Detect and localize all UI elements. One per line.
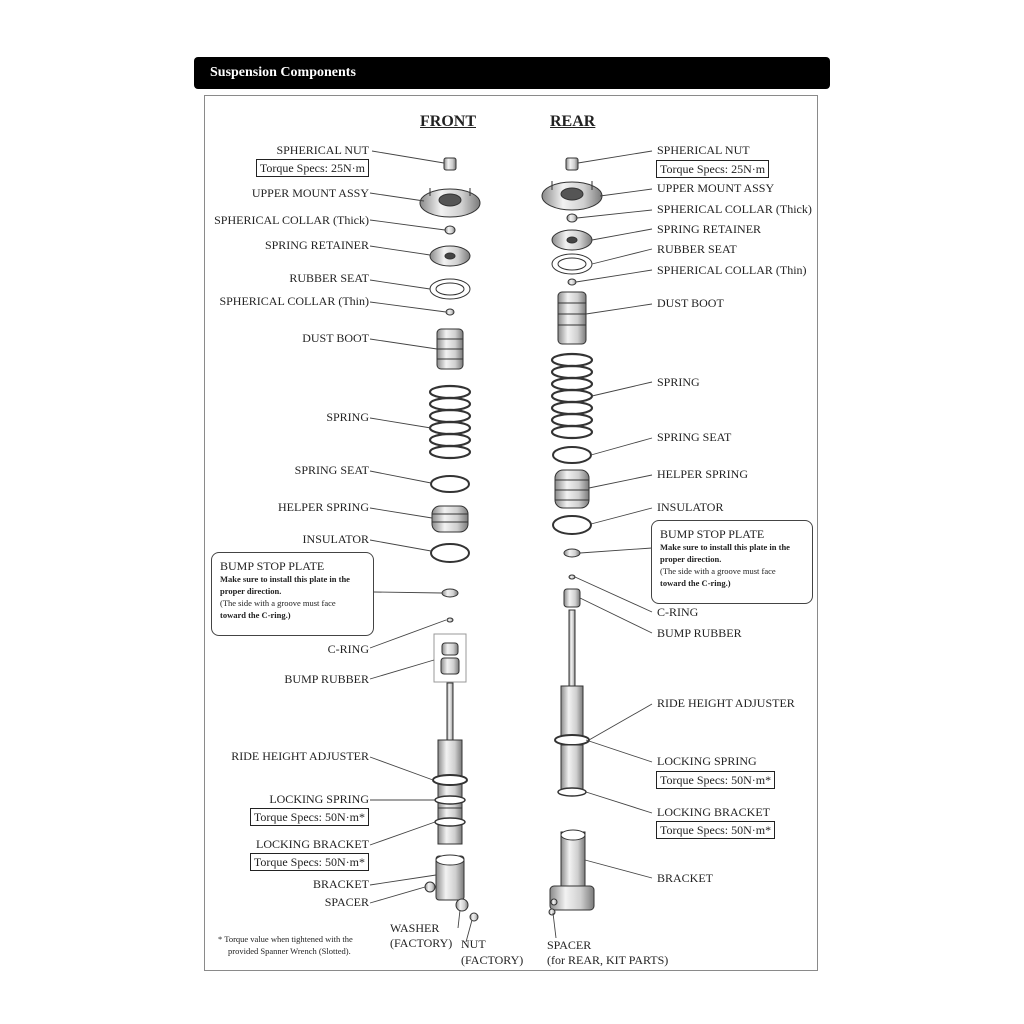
rear-parts xyxy=(542,158,602,915)
footnote-line1: * Torque value when tightened with the xyxy=(218,934,353,944)
rear-bump-stop-line4: toward the C-ring.) xyxy=(660,578,731,588)
front-helper-spring-label: HELPER SPRING xyxy=(277,500,369,514)
front-c-ring-label: C-RING xyxy=(327,642,369,656)
rear-dust-boot-label: DUST BOOT xyxy=(657,296,724,310)
rear-heading: REAR xyxy=(550,113,596,130)
rear-c-ring-label: C-RING xyxy=(657,605,699,619)
front-bump-stop-line3: (The side with a groove must face xyxy=(220,598,336,608)
torque-footnote xyxy=(218,933,353,957)
front-collar-thick-label: SPHERICAL COLLAR (Thick) xyxy=(214,213,369,227)
section-title: Suspension Components xyxy=(210,65,356,80)
rear-ride-height-label: RIDE HEIGHT ADJUSTER xyxy=(657,696,795,710)
rear-spring-seat-label: SPRING SEAT xyxy=(657,430,732,444)
front-bump-stop-title: BUMP STOP PLATE xyxy=(220,559,325,573)
rear-bracket-label: BRACKET xyxy=(657,871,714,885)
front-upper-mount-label: UPPER MOUNT ASSY xyxy=(251,186,369,200)
front-dust-boot-label: DUST BOOT xyxy=(302,331,369,345)
rear-spacer-sub: (for REAR, KIT PARTS) xyxy=(547,953,669,967)
front-spring-label: SPRING xyxy=(326,410,369,424)
front-locking-spring-label: LOCKING SPRING xyxy=(269,792,369,806)
front-spacer-label: SPACER xyxy=(324,895,369,909)
front-nut-label: NUT xyxy=(461,937,486,951)
front-bracket-label: BRACKET xyxy=(312,877,369,891)
front-nut-sub: (FACTORY) xyxy=(461,953,524,967)
front-washer-sub: (FACTORY) xyxy=(390,936,453,950)
rear-locking-bracket-label: LOCKING BRACKET xyxy=(657,805,770,819)
footnote-line2: provided Spanner Wrench (Slotted). xyxy=(228,946,351,956)
rear-helper-spring-label: HELPER SPRING xyxy=(657,467,749,481)
rear-bump-rubber-label: BUMP RUBBER xyxy=(657,626,742,640)
rear-insulator-label: INSULATOR xyxy=(657,500,724,514)
front-rubber-seat-label: RUBBER SEAT xyxy=(289,271,369,285)
front-ride-height-label: RIDE HEIGHT ADJUSTER xyxy=(231,749,369,763)
rear-torque-nut: Torque Specs: 25N·m xyxy=(656,160,769,178)
rear-collar-thick-label: SPHERICAL COLLAR (Thick) xyxy=(657,202,812,216)
rear-rubber-seat-label: RUBBER SEAT xyxy=(657,242,737,256)
front-bump-rubber-label: BUMP RUBBER xyxy=(284,672,369,686)
front-locking-bracket-label: LOCKING BRACKET xyxy=(256,837,369,851)
rear-bump-stop-title: BUMP STOP PLATE xyxy=(660,527,765,541)
front-torque-locking-spring: Torque Specs: 50N·m* xyxy=(250,808,369,826)
rear-spherical-nut-label: SPHERICAL NUT xyxy=(657,143,750,157)
front-washer-label: WASHER xyxy=(390,921,440,935)
rear-torque-locking-bracket: Torque Specs: 50N·m* xyxy=(656,821,775,839)
front-insulator-label: INSULATOR xyxy=(302,532,369,546)
front-parts xyxy=(420,158,480,921)
front-bump-stop-line4: toward the C-ring.) xyxy=(220,610,291,620)
front-heading: FRONT xyxy=(420,113,476,130)
leader-lines xyxy=(370,151,652,942)
rear-bump-stop-note xyxy=(651,520,813,604)
rear-bump-stop-line2: proper direction. xyxy=(660,554,722,564)
front-bump-stop-line2: proper direction. xyxy=(220,586,282,596)
front-collar-thin-label: SPHERICAL COLLAR (Thin) xyxy=(219,294,369,308)
front-spherical-nut-label: SPHERICAL NUT xyxy=(276,143,369,157)
front-bump-stop-note xyxy=(211,552,374,636)
rear-bump-stop-line3: (The side with a groove must face xyxy=(660,566,776,576)
rear-locking-spring-label: LOCKING SPRING xyxy=(657,754,757,768)
rear-spacer-label: SPACER xyxy=(547,938,592,952)
rear-upper-mount-label: UPPER MOUNT ASSY xyxy=(657,181,775,195)
rear-bump-stop-line1: Make sure to install this plate in the xyxy=(660,542,790,552)
front-spring-retainer-label: SPRING RETAINER xyxy=(264,238,369,252)
rear-torque-locking-spring: Torque Specs: 50N·m* xyxy=(656,771,775,789)
front-torque-nut: Torque Specs: 25N·m xyxy=(256,159,369,177)
rear-spring-label: SPRING xyxy=(657,375,700,389)
front-bump-stop-line1: Make sure to install this plate in the xyxy=(220,574,350,584)
rear-collar-thin-label: SPHERICAL COLLAR (Thin) xyxy=(657,263,807,277)
front-torque-locking-bracket: Torque Specs: 50N·m* xyxy=(250,853,369,871)
rear-spring-retainer-label: SPRING RETAINER xyxy=(657,222,762,236)
front-spring-seat-label: SPRING SEAT xyxy=(294,463,369,477)
